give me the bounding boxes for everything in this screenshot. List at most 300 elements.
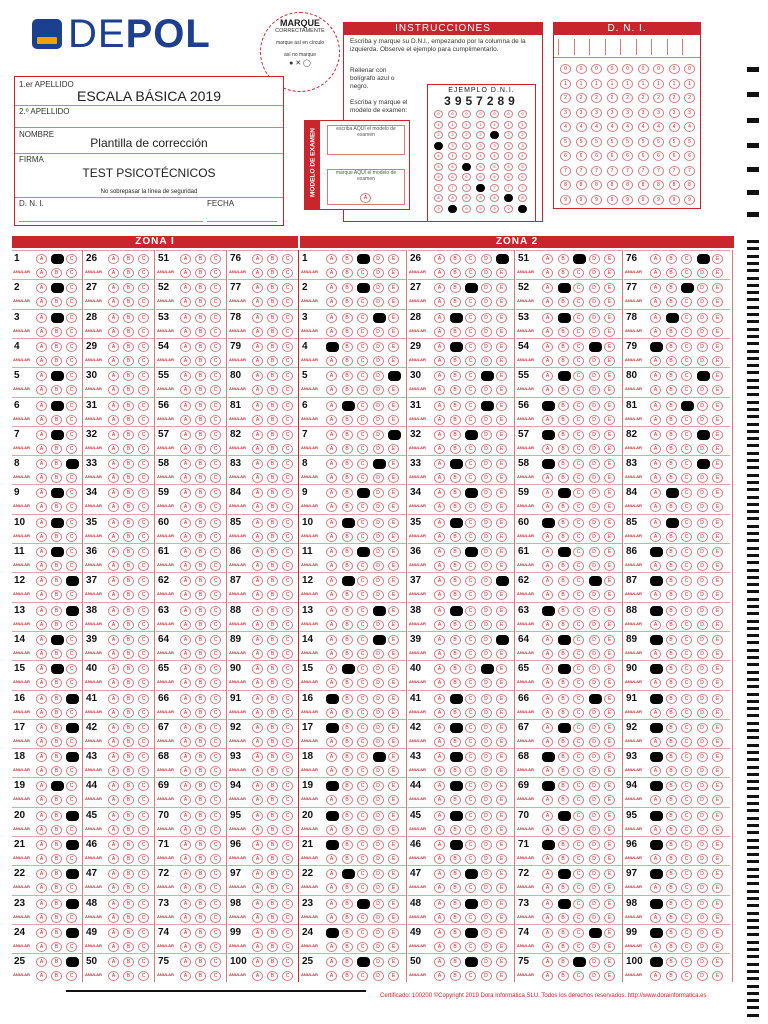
answer-bubble-b[interactable]: B <box>558 385 569 395</box>
answer-bubble-a[interactable]: A <box>650 430 661 440</box>
answer-bubble-b[interactable]: B <box>666 928 677 938</box>
answer-bubble-b[interactable]: B <box>666 283 677 293</box>
answer-bubble-a[interactable]: A <box>326 488 337 498</box>
answer-bubble-b[interactable]: B <box>342 913 353 923</box>
answer-bubble-e[interactable]: E <box>388 606 399 616</box>
answer-bubble-c[interactable]: C <box>681 811 692 821</box>
answer-bubble-c[interactable]: C <box>681 781 692 791</box>
answer-bubble-e[interactable]: E <box>388 635 399 645</box>
answer-bubble-a[interactable]: A <box>326 971 337 981</box>
answer-bubble-e[interactable]: E <box>604 620 615 630</box>
answer-bubble-b[interactable]: B <box>450 723 463 733</box>
answer-bubble-a[interactable]: A <box>434 385 445 395</box>
dni-digit-bubble[interactable]: 8 <box>653 180 664 190</box>
answer-bubble-c[interactable]: C <box>465 356 476 366</box>
dni-digit-bubble[interactable]: 5 <box>669 137 680 147</box>
answer-bubble-c[interactable]: C <box>357 547 370 557</box>
answer-bubble-a[interactable]: A <box>36 971 47 981</box>
answer-bubble-c[interactable]: C <box>282 532 293 542</box>
answer-bubble-a[interactable]: A <box>108 473 119 483</box>
answer-bubble-e[interactable]: E <box>388 913 399 923</box>
answer-bubble-b[interactable]: B <box>267 473 278 483</box>
answer-bubble-a[interactable]: A <box>108 678 119 688</box>
answer-bubble-c[interactable]: C <box>138 781 149 791</box>
answer-bubble-e[interactable]: E <box>604 825 615 835</box>
answer-bubble-c[interactable]: C <box>357 795 368 805</box>
answer-bubble-a[interactable]: A <box>650 928 663 938</box>
dni-digit-bubble[interactable]: 3 <box>591 108 602 118</box>
answer-bubble-c[interactable]: C <box>210 723 221 733</box>
answer-bubble-b[interactable]: B <box>342 297 353 307</box>
answer-bubble-b[interactable]: B <box>450 283 461 293</box>
answer-bubble-b[interactable]: B <box>267 547 278 557</box>
answer-bubble-b[interactable]: B <box>666 444 677 454</box>
answer-bubble-e[interactable]: E <box>604 737 615 747</box>
answer-bubble-e[interactable]: E <box>496 473 507 483</box>
answer-bubble-c[interactable]: C <box>210 766 221 776</box>
answer-bubble-c[interactable]: C <box>210 488 221 498</box>
answer-bubble-a[interactable]: A <box>326 795 337 805</box>
answer-bubble-e[interactable]: E <box>388 840 399 850</box>
answer-bubble-b[interactable]: B <box>51 825 62 835</box>
answer-bubble-b[interactable]: B <box>342 781 353 791</box>
answer-bubble-d[interactable]: D <box>481 254 492 264</box>
answer-bubble-d[interactable]: D <box>589 766 600 776</box>
answer-bubble-b[interactable]: B <box>558 664 571 674</box>
answer-bubble-a[interactable]: A <box>252 694 263 704</box>
answer-bubble-c[interactable]: C <box>465 766 476 776</box>
answer-bubble-b[interactable]: B <box>342 620 353 630</box>
answer-bubble-c[interactable]: C <box>573 488 584 498</box>
answer-bubble-e[interactable]: E <box>712 444 723 454</box>
answer-bubble-b[interactable]: B <box>267 342 278 352</box>
answer-bubble-a[interactable]: A <box>36 327 47 337</box>
answer-bubble-b[interactable]: B <box>342 561 353 571</box>
answer-bubble-a[interactable]: A <box>252 385 263 395</box>
answer-bubble-c[interactable]: C <box>465 297 476 307</box>
answer-bubble-b[interactable]: B <box>267 518 278 528</box>
answer-bubble-b[interactable]: B <box>195 723 206 733</box>
answer-bubble-b[interactable]: B <box>558 957 569 967</box>
answer-bubble-a[interactable]: A <box>650 620 661 630</box>
answer-bubble-a[interactable]: A <box>542 620 553 630</box>
answer-bubble-c[interactable]: C <box>465 708 476 718</box>
answer-bubble-c[interactable]: C <box>66 635 77 645</box>
answer-bubble-a[interactable]: A <box>542 840 555 850</box>
answer-bubble-d[interactable]: D <box>481 371 494 381</box>
answer-bubble-a[interactable]: A <box>434 678 445 688</box>
answer-bubble-b[interactable]: B <box>558 459 569 469</box>
answer-bubble-c[interactable]: C <box>681 825 692 835</box>
answer-bubble-e[interactable]: E <box>388 371 401 381</box>
answer-bubble-b[interactable]: B <box>195 694 206 704</box>
answer-bubble-c[interactable]: C <box>681 401 694 411</box>
answer-bubble-b[interactable]: B <box>267 561 278 571</box>
answer-bubble-a[interactable]: A <box>434 664 445 674</box>
dni-digit-bubble[interactable]: 4 <box>638 122 649 132</box>
dni-digit-bubble[interactable]: 4 <box>653 122 664 132</box>
answer-bubble-c[interactable]: C <box>66 678 77 688</box>
answer-bubble-a[interactable]: A <box>650 547 663 557</box>
answer-bubble-b[interactable]: B <box>558 297 569 307</box>
answer-bubble-c[interactable]: C <box>357 781 368 791</box>
answer-bubble-a[interactable]: A <box>108 385 119 395</box>
answer-bubble-b[interactable]: B <box>195 737 206 747</box>
answer-bubble-a[interactable]: A <box>434 327 445 337</box>
answer-bubble-b[interactable]: B <box>195 620 206 630</box>
answer-bubble-a[interactable]: A <box>326 708 337 718</box>
answer-bubble-c[interactable]: C <box>282 430 293 440</box>
answer-bubble-c[interactable]: C <box>465 795 476 805</box>
answer-bubble-e[interactable]: E <box>388 532 399 542</box>
answer-bubble-c[interactable]: C <box>66 811 79 821</box>
dni-digit-bubble[interactable]: 1 <box>576 79 587 89</box>
answer-bubble-c[interactable]: C <box>357 752 368 762</box>
answer-bubble-e[interactable]: E <box>712 678 723 688</box>
answer-bubble-a[interactable]: A <box>434 473 445 483</box>
answer-bubble-d[interactable]: D <box>481 649 492 659</box>
answer-bubble-a[interactable]: A <box>36 590 47 600</box>
answer-bubble-b[interactable]: B <box>267 825 278 835</box>
answer-bubble-d[interactable]: D <box>481 620 492 630</box>
answer-bubble-b[interactable]: B <box>123 957 134 967</box>
answer-bubble-a[interactable]: A <box>650 678 661 688</box>
answer-bubble-b[interactable]: B <box>450 327 461 337</box>
dni-digit-bubble[interactable]: 0 <box>669 64 680 74</box>
answer-bubble-a[interactable]: A <box>542 415 553 425</box>
answer-bubble-b[interactable]: B <box>195 928 206 938</box>
answer-bubble-e[interactable]: E <box>604 283 615 293</box>
answer-bubble-a[interactable]: A <box>36 811 47 821</box>
answer-bubble-d[interactable]: D <box>697 957 708 967</box>
answer-bubble-c[interactable]: C <box>282 606 293 616</box>
answer-bubble-e[interactable]: E <box>388 694 399 704</box>
answer-bubble-c[interactable]: C <box>138 385 149 395</box>
answer-bubble-a[interactable]: A <box>252 766 263 776</box>
answer-bubble-d[interactable]: D <box>373 694 384 704</box>
answer-bubble-c[interactable]: C <box>357 313 368 323</box>
answer-bubble-b[interactable]: B <box>123 723 134 733</box>
answer-bubble-c[interactable]: C <box>282 327 293 337</box>
answer-bubble-e[interactable]: E <box>496 518 507 528</box>
answer-bubble-a[interactable]: A <box>650 313 661 323</box>
answer-bubble-b[interactable]: B <box>195 459 206 469</box>
answer-bubble-a[interactable]: A <box>36 869 47 879</box>
answer-bubble-d[interactable]: D <box>697 532 708 542</box>
dni-digit-bubble[interactable]: 2 <box>591 93 602 103</box>
answer-bubble-a[interactable]: A <box>252 268 263 278</box>
answer-bubble-d[interactable]: D <box>697 723 708 733</box>
answer-bubble-b[interactable]: B <box>195 268 206 278</box>
answer-bubble-c[interactable]: C <box>465 254 476 264</box>
answer-bubble-b[interactable]: B <box>450 899 461 909</box>
answer-bubble-a[interactable]: A <box>650 561 661 571</box>
answer-bubble-b[interactable]: B <box>558 694 569 704</box>
answer-bubble-b[interactable]: B <box>450 854 461 864</box>
answer-bubble-d[interactable]: D <box>589 913 600 923</box>
answer-bubble-a[interactable]: A <box>252 502 263 512</box>
answer-bubble-c[interactable]: C <box>138 313 149 323</box>
answer-bubble-b[interactable]: B <box>123 327 134 337</box>
answer-bubble-a[interactable]: A <box>542 518 555 528</box>
answer-bubble-b[interactable]: B <box>267 854 278 864</box>
answer-bubble-a[interactable]: A <box>252 561 263 571</box>
answer-bubble-d[interactable]: D <box>481 532 492 542</box>
answer-bubble-c[interactable]: C <box>66 254 77 264</box>
answer-bubble-e[interactable]: E <box>496 297 507 307</box>
answer-bubble-e[interactable]: E <box>496 268 507 278</box>
answer-bubble-c[interactable]: C <box>282 371 293 381</box>
answer-bubble-b[interactable]: B <box>342 473 353 483</box>
answer-bubble-c[interactable]: C <box>282 825 293 835</box>
answer-bubble-a[interactable]: A <box>252 811 263 821</box>
dni-digit-bubble[interactable]: 6 <box>576 151 587 161</box>
answer-bubble-e[interactable]: E <box>388 766 399 776</box>
firma-field[interactable]: TEST PSICOTÉCNICOS <box>82 166 216 180</box>
answer-bubble-a[interactable]: A <box>434 942 445 952</box>
answer-bubble-c[interactable]: C <box>138 766 149 776</box>
answer-bubble-e[interactable]: E <box>496 795 507 805</box>
answer-bubble-a[interactable]: A <box>252 781 263 791</box>
answer-bubble-b[interactable]: B <box>51 488 64 498</box>
answer-bubble-a[interactable]: A <box>180 254 191 264</box>
answer-bubble-d[interactable]: D <box>373 942 384 952</box>
answer-bubble-b[interactable]: B <box>450 254 461 264</box>
answer-bubble-c[interactable]: C <box>210 327 221 337</box>
answer-bubble-d[interactable]: D <box>589 430 600 440</box>
answer-bubble-c[interactable]: C <box>357 664 368 674</box>
answer-bubble-a[interactable]: A <box>542 371 553 381</box>
answer-bubble-b[interactable]: B <box>450 473 461 483</box>
answer-bubble-c[interactable]: C <box>573 635 584 645</box>
answer-bubble-e[interactable]: E <box>604 913 615 923</box>
answer-bubble-b[interactable]: B <box>558 737 569 747</box>
answer-bubble-c[interactable]: C <box>66 473 77 483</box>
answer-bubble-e[interactable]: E <box>496 899 507 909</box>
answer-bubble-e[interactable]: E <box>604 708 615 718</box>
answer-bubble-c[interactable]: C <box>465 313 476 323</box>
answer-bubble-b[interactable]: B <box>123 752 134 762</box>
answer-bubble-c[interactable]: C <box>138 913 149 923</box>
answer-bubble-c[interactable]: C <box>282 723 293 733</box>
answer-bubble-e[interactable]: E <box>604 811 615 821</box>
answer-bubble-c[interactable]: C <box>138 561 149 571</box>
answer-bubble-c[interactable]: C <box>357 401 368 411</box>
answer-bubble-c[interactable]: C <box>138 708 149 718</box>
answer-bubble-b[interactable]: B <box>267 268 278 278</box>
dni-digit-bubble[interactable]: 2 <box>653 93 664 103</box>
answer-bubble-a[interactable]: A <box>542 502 553 512</box>
answer-bubble-a[interactable]: A <box>434 883 445 893</box>
answer-bubble-b[interactable]: B <box>267 752 278 762</box>
answer-bubble-a[interactable]: A <box>326 678 337 688</box>
answer-bubble-b[interactable]: B <box>267 899 278 909</box>
answer-bubble-d[interactable]: D <box>697 913 708 923</box>
answer-bubble-c[interactable]: C <box>66 957 79 967</box>
answer-bubble-e[interactable]: E <box>496 502 507 512</box>
answer-bubble-a[interactable]: A <box>36 883 47 893</box>
answer-bubble-c[interactable]: C <box>210 869 221 879</box>
answer-bubble-b[interactable]: B <box>51 297 62 307</box>
answer-bubble-e[interactable]: E <box>712 811 723 821</box>
answer-bubble-c[interactable]: C <box>282 664 293 674</box>
answer-bubble-b[interactable]: B <box>558 678 569 688</box>
answer-bubble-a[interactable]: A <box>252 708 263 718</box>
answer-bubble-a[interactable]: A <box>650 283 661 293</box>
answer-bubble-b[interactable]: B <box>450 752 463 762</box>
answer-bubble-a[interactable]: A <box>542 473 553 483</box>
answer-bubble-d[interactable]: D <box>697 356 708 366</box>
answer-bubble-a[interactable]: A <box>36 678 47 688</box>
answer-bubble-b[interactable]: B <box>450 401 461 411</box>
answer-bubble-b[interactable]: B <box>267 488 278 498</box>
dni-digit-bubble[interactable]: 1 <box>622 79 633 89</box>
answer-bubble-a[interactable]: A <box>252 430 263 440</box>
answer-bubble-a[interactable]: A <box>650 268 661 278</box>
answer-bubble-c[interactable]: C <box>573 737 584 747</box>
answer-bubble-b[interactable]: B <box>666 825 677 835</box>
answer-bubble-b[interactable]: B <box>342 840 353 850</box>
answer-bubble-b[interactable]: B <box>450 635 461 645</box>
answer-bubble-a[interactable]: A <box>542 694 553 704</box>
answer-bubble-c[interactable]: C <box>465 459 476 469</box>
answer-bubble-e[interactable]: E <box>388 283 399 293</box>
answer-bubble-a[interactable]: A <box>252 825 263 835</box>
answer-bubble-a[interactable]: A <box>180 444 191 454</box>
answer-bubble-c[interactable]: C <box>138 694 149 704</box>
answer-bubble-a[interactable]: A <box>650 488 661 498</box>
answer-bubble-a[interactable]: A <box>180 928 191 938</box>
dni-digit-bubble[interactable]: 2 <box>622 93 633 103</box>
answer-bubble-b[interactable]: B <box>666 971 677 981</box>
answer-bubble-c[interactable]: C <box>210 957 221 967</box>
answer-bubble-a[interactable]: A <box>326 781 339 791</box>
answer-bubble-c[interactable]: C <box>681 795 692 805</box>
answer-bubble-b[interactable]: B <box>195 664 206 674</box>
answer-bubble-b[interactable]: B <box>195 606 206 616</box>
answer-bubble-d[interactable]: D <box>697 430 710 440</box>
answer-bubble-b[interactable]: B <box>450 928 461 938</box>
answer-bubble-b[interactable]: B <box>450 971 461 981</box>
answer-bubble-d[interactable]: D <box>373 532 384 542</box>
answer-bubble-d[interactable]: D <box>697 883 708 893</box>
answer-bubble-e[interactable]: E <box>712 268 723 278</box>
answer-bubble-c[interactable]: C <box>210 561 221 571</box>
answer-bubble-c[interactable]: C <box>681 297 692 307</box>
answer-bubble-c[interactable]: C <box>282 899 293 909</box>
answer-bubble-a[interactable]: A <box>36 942 47 952</box>
answer-bubble-d[interactable]: D <box>373 869 384 879</box>
answer-bubble-a[interactable]: A <box>108 313 119 323</box>
answer-bubble-a[interactable]: A <box>542 869 553 879</box>
answer-bubble-b[interactable]: B <box>195 473 206 483</box>
answer-bubble-e[interactable]: E <box>712 547 723 557</box>
answer-bubble-d[interactable]: D <box>697 708 708 718</box>
answer-bubble-c[interactable]: C <box>282 254 293 264</box>
answer-bubble-d[interactable]: D <box>697 576 708 586</box>
answer-bubble-c[interactable]: C <box>465 752 476 762</box>
answer-bubble-e[interactable]: E <box>388 415 399 425</box>
answer-bubble-a[interactable]: A <box>36 518 47 528</box>
answer-bubble-d[interactable]: D <box>589 781 600 791</box>
answer-bubble-d[interactable]: D <box>589 708 600 718</box>
answer-bubble-b[interactable]: B <box>342 928 353 938</box>
answer-bubble-a[interactable]: A <box>180 869 191 879</box>
answer-bubble-b[interactable]: B <box>342 385 353 395</box>
answer-bubble-a[interactable]: A <box>542 459 555 469</box>
answer-bubble-c[interactable]: C <box>681 899 692 909</box>
answer-bubble-b[interactable]: B <box>558 356 569 366</box>
answer-bubble-a[interactable]: A <box>36 649 47 659</box>
answer-bubble-b[interactable]: B <box>195 869 206 879</box>
answer-bubble-a[interactable]: A <box>650 854 661 864</box>
answer-bubble-a[interactable]: A <box>108 283 119 293</box>
answer-bubble-e[interactable]: E <box>712 649 723 659</box>
answer-bubble-e[interactable]: E <box>388 854 399 864</box>
answer-bubble-d[interactable]: D <box>481 854 492 864</box>
answer-bubble-d[interactable]: D <box>373 488 384 498</box>
answer-bubble-c[interactable]: C <box>465 620 476 630</box>
answer-bubble-c[interactable]: C <box>282 268 293 278</box>
answer-bubble-c[interactable]: C <box>282 488 293 498</box>
answer-bubble-e[interactable]: E <box>712 459 723 469</box>
answer-bubble-b[interactable]: B <box>342 869 355 879</box>
answer-bubble-c[interactable]: C <box>138 342 149 352</box>
answer-bubble-c[interactable]: C <box>282 502 293 512</box>
answer-bubble-d[interactable]: D <box>481 518 492 528</box>
answer-bubble-c[interactable]: C <box>282 913 293 923</box>
dni-digit-bubble[interactable]: 4 <box>560 122 571 132</box>
answer-bubble-a[interactable]: A <box>434 576 445 586</box>
answer-bubble-a[interactable]: A <box>326 401 337 411</box>
answer-bubble-c[interactable]: C <box>282 283 293 293</box>
answer-bubble-c[interactable]: C <box>282 459 293 469</box>
answer-bubble-c[interactable]: C <box>681 928 692 938</box>
answer-bubble-c[interactable]: C <box>681 385 692 395</box>
answer-bubble-c[interactable]: C <box>357 708 368 718</box>
answer-bubble-a[interactable]: A <box>542 576 553 586</box>
answer-bubble-a[interactable]: A <box>252 957 263 967</box>
answer-bubble-b[interactable]: B <box>123 283 134 293</box>
answer-bubble-a[interactable]: A <box>542 606 555 616</box>
answer-bubble-e[interactable]: E <box>712 356 723 366</box>
answer-bubble-b[interactable]: B <box>450 957 461 967</box>
answer-bubble-c[interactable]: C <box>210 356 221 366</box>
answer-bubble-c[interactable]: C <box>66 444 77 454</box>
answer-bubble-c[interactable]: C <box>573 854 584 864</box>
answer-bubble-a[interactable]: A <box>326 342 339 352</box>
answer-bubble-e[interactable]: E <box>388 518 399 528</box>
answer-bubble-c[interactable]: C <box>573 840 584 850</box>
answer-bubble-a[interactable]: A <box>434 297 445 307</box>
answer-bubble-b[interactable]: B <box>123 342 134 352</box>
answer-bubble-b[interactable]: B <box>342 694 353 704</box>
answer-bubble-d[interactable]: D <box>697 899 708 909</box>
answer-bubble-b[interactable]: B <box>51 356 62 366</box>
answer-bubble-a[interactable]: A <box>108 635 119 645</box>
dni-write-cell[interactable] <box>558 39 559 55</box>
answer-bubble-d[interactable]: D <box>697 649 708 659</box>
answer-bubble-b[interactable]: B <box>51 723 62 733</box>
answer-bubble-a[interactable]: A <box>36 283 47 293</box>
answer-bubble-d[interactable]: D <box>373 473 384 483</box>
answer-bubble-e[interactable]: E <box>604 854 615 864</box>
answer-bubble-d[interactable]: D <box>589 635 600 645</box>
answer-bubble-b[interactable]: B <box>558 942 569 952</box>
answer-bubble-c[interactable]: C <box>210 518 221 528</box>
answer-bubble-b[interactable]: B <box>267 313 278 323</box>
answer-bubble-a[interactable]: A <box>180 811 191 821</box>
